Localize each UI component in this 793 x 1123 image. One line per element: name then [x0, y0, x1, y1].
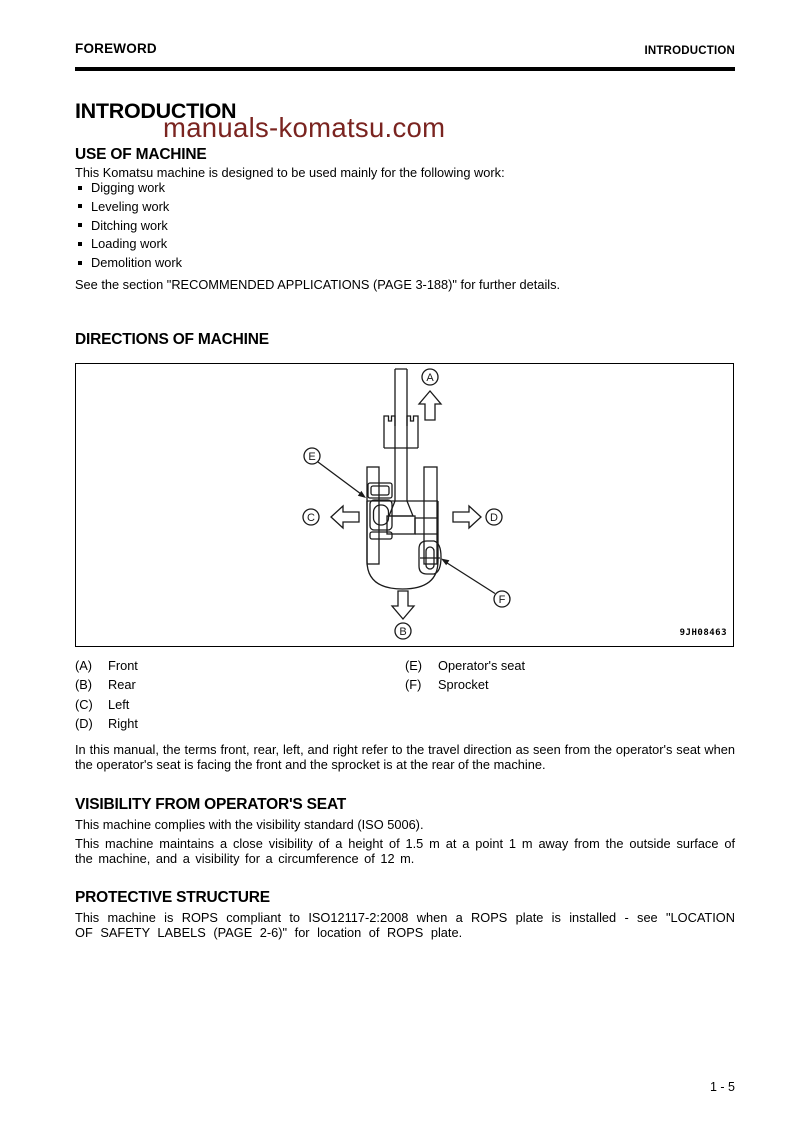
- legend-label: Operator's seat: [438, 658, 526, 673]
- page-number: 1 - 5: [709, 1080, 735, 1094]
- boom: [395, 369, 407, 501]
- visibility-paragraph-1: This machine complies with the visibility standard (ISO 5006).: [75, 817, 424, 832]
- legend-left-column: [75, 656, 138, 734]
- legend-right-column: [405, 656, 525, 695]
- svg-text:E: E: [308, 450, 316, 463]
- svg-text:B: B: [399, 625, 407, 638]
- svg-text:F: F: [498, 593, 506, 606]
- header-left-text: FOREWORD: [75, 41, 157, 56]
- machine-body: [367, 501, 438, 589]
- list-item: Digging work: [75, 179, 182, 198]
- section-heading-directions: DIRECTIONS OF MACHINE: [75, 331, 269, 348]
- section-heading-visibility: VISIBILITY FROM OPERATOR'S SEAT: [75, 796, 347, 813]
- boom-mount: [387, 516, 415, 534]
- legend-label: Right: [108, 716, 138, 732]
- list-item: Leveling work: [75, 198, 182, 217]
- bucket: [384, 416, 418, 448]
- operator-seat: [368, 483, 392, 539]
- machine-direction-diagram: [76, 364, 733, 646]
- svg-text:D: D: [490, 511, 498, 524]
- arrow-rear: [392, 591, 414, 619]
- machine-direction-figure: [75, 363, 734, 647]
- list-item: Ditching work: [75, 217, 182, 236]
- legend-row: (B) Rear: [75, 677, 136, 693]
- figure-code: 9JH08463: [679, 628, 727, 638]
- label-a: [422, 369, 438, 385]
- section-heading-use-of-machine: USE OF MACHINE: [75, 146, 207, 163]
- legend-label: Rear: [108, 677, 136, 693]
- label-d: [486, 509, 502, 525]
- legend-row: (C) Left: [75, 696, 130, 712]
- legend-label: Left: [108, 696, 130, 712]
- page-title: INTRODUCTION: [75, 99, 237, 123]
- section-heading-protective: PROTECTIVE STRUCTURE: [75, 889, 270, 906]
- directions-paragraph: In this manual, the terms front, rear, left, and right refer to the travel direction as seen from the operator's seat when the operator's seat is facing the front and the sprocket is at the rear of the machine.: [75, 742, 735, 772]
- label-f: [494, 591, 510, 607]
- legend-row: (A) Front: [75, 658, 138, 673]
- label-e: [304, 448, 320, 464]
- watermark-text: manuals-komatsu.com: [163, 112, 446, 143]
- legend-row: (E) Operator's seat: [405, 658, 526, 673]
- legend-label: Front: [108, 658, 138, 673]
- use-of-machine-outro: See the section "RECOMMENDED APPLICATIONS (PAGE 3-188)" for further details.: [75, 277, 561, 292]
- visibility-paragraph-2: This machine maintains a close visibility of a height of 1.5 m at a point 1 m away from the outside surface of the machine, and a visibility for a circumference of 12 m.: [75, 836, 735, 866]
- header-right-text: INTRODUCTION: [644, 45, 735, 57]
- work-type-list: [75, 179, 182, 273]
- leader-f: [441, 559, 495, 594]
- label-c: [303, 509, 319, 525]
- list-item: Demolition work: [75, 254, 182, 273]
- label-b: [395, 623, 411, 639]
- leader-e: [318, 462, 366, 498]
- arrow-left: [331, 506, 359, 528]
- arrow-right: [453, 506, 481, 528]
- header-rule: [75, 67, 735, 71]
- list-item: Loading work: [75, 235, 182, 254]
- legend-row: (F) Sprocket: [405, 677, 489, 693]
- svg-text:A: A: [426, 371, 434, 384]
- legend-row: (D) Right: [75, 716, 138, 732]
- protective-paragraph: This machine is ROPS compliant to ISO12117-2:2008 when a ROPS plate is installed - see "LOCATION OF SAFETY LABELS (PAGE 2-6)" for location of ROPS plate.: [75, 910, 735, 940]
- arrow-front: [419, 391, 441, 420]
- legend-label: Sprocket: [438, 677, 489, 693]
- use-of-machine-intro: This Komatsu machine is designed to be used mainly for the following work:: [75, 165, 505, 180]
- svg-text:C: C: [307, 511, 315, 524]
